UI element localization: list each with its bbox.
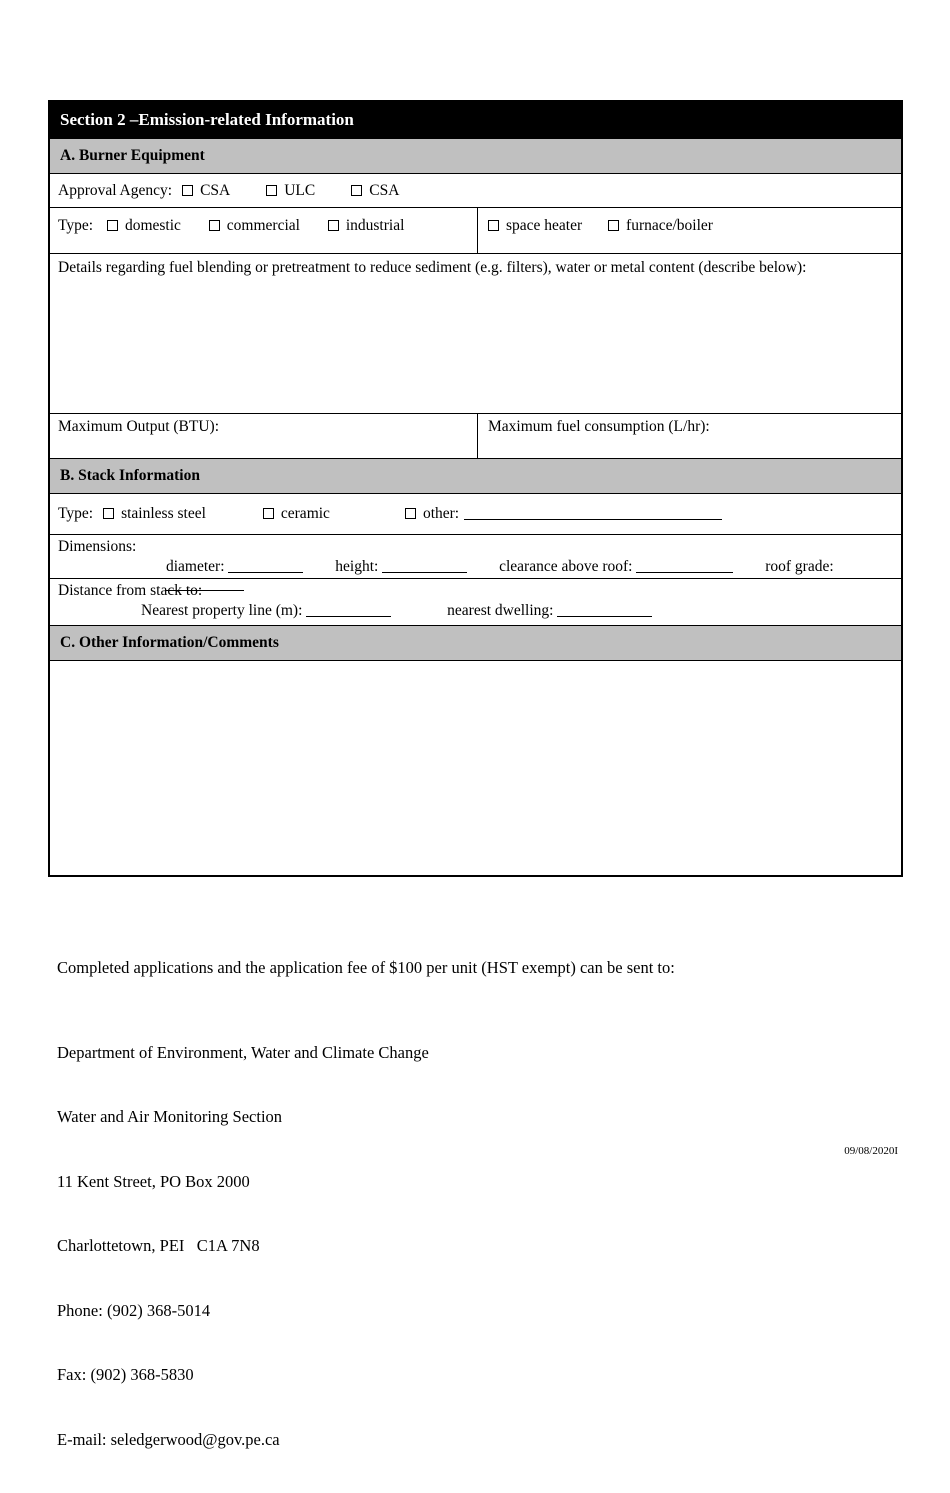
section2-title: Section 2 –Emission-related Information <box>60 110 354 129</box>
dwelling-label: nearest dwelling: <box>447 602 554 619</box>
address-line: Charlottetown, PEI C1A 7N8 <box>57 1236 260 1255</box>
checkbox-label: stainless steel <box>121 505 206 522</box>
emission-form-table <box>48 100 903 877</box>
checkbox-icon[interactable] <box>266 185 277 196</box>
roof-grade-label: roof grade: <box>765 558 834 575</box>
property-line-label: Nearest property line (m): <box>141 602 303 619</box>
distance-fields-line <box>141 602 893 620</box>
checkbox-icon[interactable] <box>488 220 499 231</box>
checkbox-icon[interactable] <box>263 508 274 519</box>
approval-agency-label: Approval Agency: <box>58 181 173 199</box>
checkbox-label: ceramic <box>280 505 330 522</box>
address-line: Department of Environment, Water and Climate Change <box>57 1042 429 1062</box>
submission-intro: Completed applications and the application fee of $100 per unit (HST exempt) can be sent to: <box>57 958 675 977</box>
stack-type-row <box>50 493 901 534</box>
checkbox-label: other: <box>422 505 460 522</box>
distance-row <box>50 578 901 625</box>
type-option-space-heater[interactable] <box>488 217 586 234</box>
stack-option-ceramic[interactable] <box>263 505 330 523</box>
max-output-cell[interactable] <box>50 414 477 458</box>
burner-equipment-heading: A. Burner Equipment <box>60 147 205 164</box>
height-label: height: <box>335 558 379 575</box>
burner-type-cell-right <box>477 208 901 253</box>
type-option-commercial[interactable] <box>209 217 304 234</box>
dimensions-row <box>50 534 901 578</box>
fuel-details-label: Details regarding fuel blending or pretreatment to reduce sediment (e.g. filters), water or metal content (describe below): <box>58 259 807 276</box>
checkbox-label: commercial <box>226 217 300 234</box>
approval-agency-row <box>50 173 901 207</box>
stack-option-other[interactable] <box>405 505 722 523</box>
burner-type-label: Type: <box>58 217 94 234</box>
dwelling-fill-line[interactable] <box>557 604 652 617</box>
stack-information-heading: B. Stack Information <box>60 467 200 484</box>
checkbox-label: furnace/boiler <box>626 217 713 234</box>
checkbox-label: CSA <box>369 181 400 199</box>
height-fill-line[interactable] <box>382 560 467 573</box>
checkbox-icon[interactable] <box>608 220 619 231</box>
stack-other-fill-line[interactable] <box>464 507 722 520</box>
approval-option-csa-1[interactable] <box>182 182 230 200</box>
dimensions-label: Dimensions: <box>58 538 137 555</box>
burner-equipment-header <box>50 138 901 173</box>
date-stamp: 09/08/2020I <box>844 1145 898 1157</box>
burner-type-cell-left <box>50 208 477 253</box>
stack-information-header <box>50 458 901 493</box>
other-information-heading: C. Other Information/Comments <box>60 634 279 651</box>
distance-label: Distance from stack to: <box>58 582 203 599</box>
address-line-email: E-mail: seledgerwood@gov.pe.ca <box>57 1429 280 1449</box>
address-line: 11 Kent Street, PO Box 2000 <box>57 1171 250 1191</box>
checkbox-icon[interactable] <box>107 220 118 231</box>
type-option-furnace-boiler[interactable] <box>608 217 713 234</box>
other-information-header <box>50 625 901 660</box>
stack-option-stainless-steel[interactable] <box>103 505 206 523</box>
checkbox-icon[interactable] <box>209 220 220 231</box>
checkbox-label: space heater <box>506 217 583 234</box>
type-option-domestic[interactable] <box>107 217 185 234</box>
approval-option-csa-2[interactable] <box>351 182 399 200</box>
approval-option-ulc[interactable] <box>266 182 315 200</box>
address-line: Water and Air Monitoring Section <box>57 1107 283 1126</box>
fuel-details-cell[interactable] <box>50 253 901 413</box>
clearance-fill-line[interactable] <box>636 560 733 573</box>
submission-info-block <box>57 914 877 1493</box>
checkbox-label: CSA <box>200 181 231 199</box>
maximum-output-row <box>50 413 901 458</box>
max-fuel-cell[interactable] <box>477 414 901 458</box>
checkbox-icon[interactable] <box>405 508 416 519</box>
clearance-label: clearance above roof: <box>499 558 633 575</box>
type-option-industrial[interactable] <box>328 217 405 234</box>
checkbox-label: domestic <box>124 217 181 234</box>
checkbox-icon[interactable] <box>351 185 362 196</box>
burner-type-row <box>50 207 901 253</box>
diameter-fill-line[interactable] <box>228 560 303 573</box>
stack-type-label: Type: <box>58 505 94 522</box>
diameter-label: diameter: <box>166 558 225 575</box>
checkbox-label: ULC <box>284 181 316 199</box>
max-fuel-label: Maximum fuel consumption (L/hr): <box>488 418 710 435</box>
max-output-label: Maximum Output (BTU): <box>58 418 220 435</box>
address-line-phone: Phone: (902) 368-5014 <box>57 1300 211 1320</box>
checkbox-icon[interactable] <box>182 185 193 196</box>
comments-cell[interactable] <box>50 660 901 875</box>
property-line-fill-line[interactable] <box>306 604 391 617</box>
checkbox-icon[interactable] <box>328 220 339 231</box>
address-line-fax: Fax: (902) 368-5830 <box>57 1365 194 1384</box>
checkbox-label: industrial <box>345 217 405 234</box>
checkbox-icon[interactable] <box>103 508 114 519</box>
section2-header <box>50 102 901 138</box>
